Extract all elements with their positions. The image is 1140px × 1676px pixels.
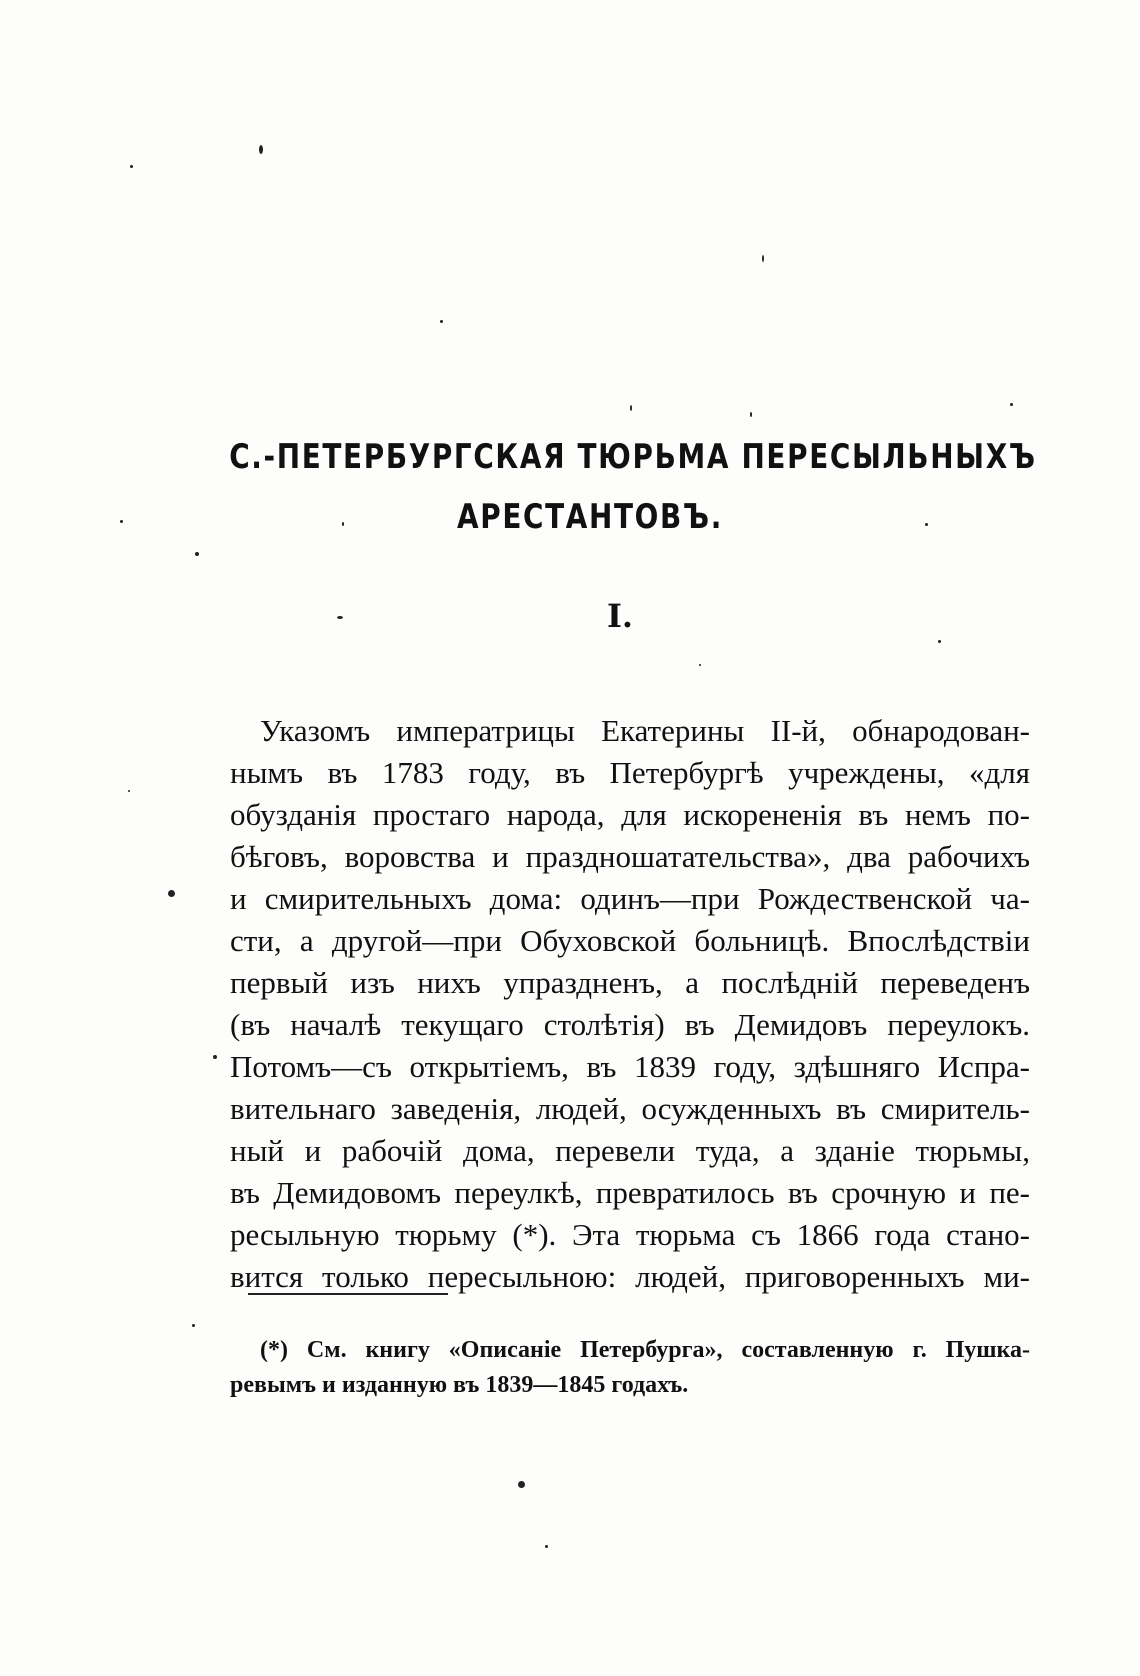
footnote-divider <box>248 1293 448 1295</box>
print-speck <box>259 145 263 154</box>
body-line: нымъ въ 1783 году, въ Петербургѣ учреждены, «для <box>230 755 1030 790</box>
print-speck <box>168 890 175 897</box>
body-line: Потомъ—съ открытіемъ, въ 1839 году, здѣшняго Испра- <box>230 1049 1030 1084</box>
body-line: обузданія простаго народа, для искорененія въ немъ по- <box>230 797 1030 832</box>
body-line: ресыльную тюрьму (*). Эта тюрьма съ 1866 года стано- <box>230 1217 1030 1252</box>
body-line: (въ началѣ текущаго столѣтія) въ Демидовъ переулокъ. <box>230 1007 1030 1042</box>
print-speck <box>938 640 941 643</box>
print-speck <box>192 1324 195 1327</box>
print-speck <box>545 1545 548 1548</box>
chapter-title-line-1: С.-ПЕТЕРБУРГСКАЯ ТЮРЬМА ПЕРЕСЫЛЬНЫХЪ <box>229 437 1037 477</box>
body-line: Указомъ императрицы Екатерины II-й, обнародован- <box>260 713 1030 748</box>
body-line: вительнаго заведенія, людей, осужденныхъ въ смиритель- <box>230 1091 1030 1126</box>
footnote-line-2: ревымъ и изданную въ 1839—1845 годахъ. <box>230 1372 689 1398</box>
print-speck <box>518 1481 525 1488</box>
print-speck <box>120 520 123 523</box>
chapter-title-line-2: АРЕСТАНТОВЪ. <box>457 497 723 537</box>
print-speck <box>630 405 632 411</box>
body-line: и смирительныхъ дома: одинъ—при Рождественской ча- <box>230 881 1030 916</box>
body-line: въ Демидовомъ переулкѣ, превратилось въ срочную и пе- <box>230 1175 1030 1210</box>
print-speck <box>750 412 752 417</box>
print-speck <box>699 664 701 666</box>
body-line: первый изъ нихъ упраздненъ, а послѣдній переведенъ <box>230 965 1030 1000</box>
print-speck <box>440 320 443 323</box>
print-speck <box>1010 403 1013 406</box>
print-speck <box>130 165 133 168</box>
print-speck <box>213 1055 217 1059</box>
print-speck <box>337 616 343 619</box>
print-speck <box>762 255 764 262</box>
print-speck <box>195 552 199 556</box>
body-line: бѣговъ, воровства и праздношатательства», два рабочихъ <box>230 839 1030 874</box>
footnote-line-1: (*) См. книгу «Описаніе Петербурга», составленную г. Пушка- <box>260 1337 1030 1363</box>
body-line: сти, а другой—при Обуховской больницѣ. Впослѣдствіи <box>230 923 1030 958</box>
body-line: ный и рабочій дома, перевели туда, а зданіе тюрьмы, <box>230 1133 1030 1168</box>
print-speck <box>128 790 130 792</box>
section-number: I. <box>606 597 634 635</box>
body-line: вится только пересыльною: людей, приговоренныхъ ми- <box>230 1259 1030 1294</box>
